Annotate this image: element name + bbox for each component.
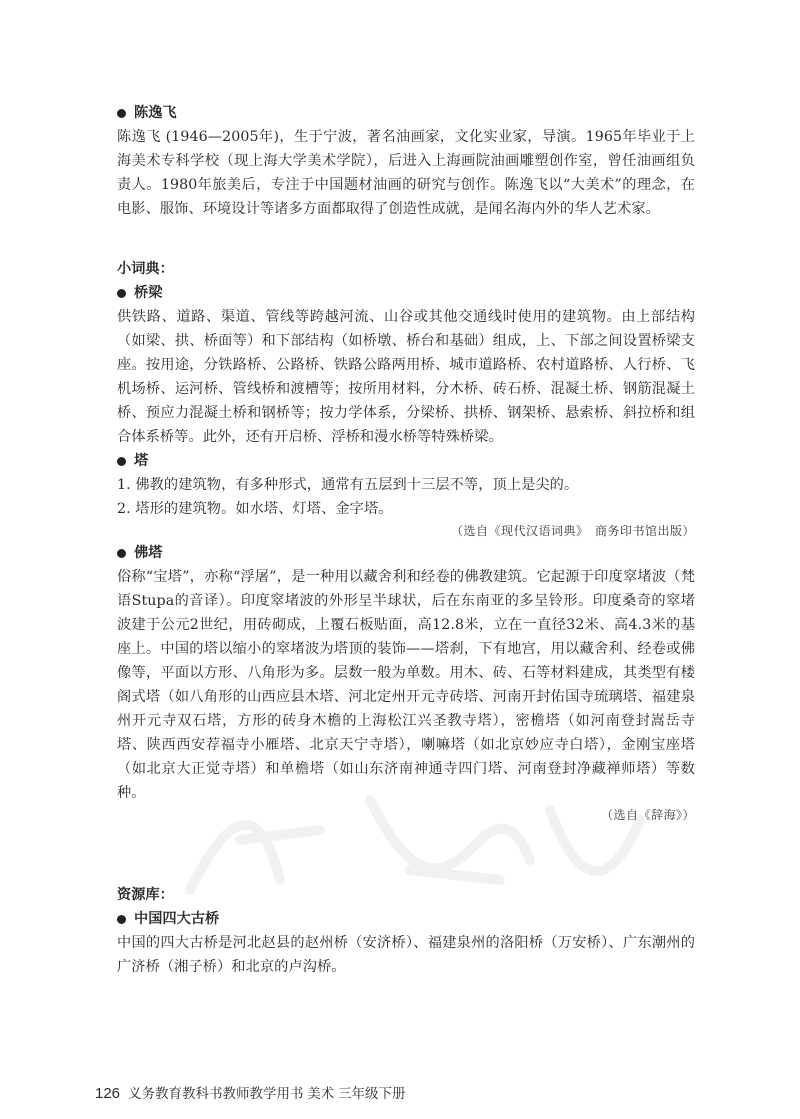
section-chen-yifei (117, 101, 695, 221)
page-footer (95, 1082, 406, 1102)
heading-pagoda (117, 541, 695, 565)
heading-bridge (117, 281, 695, 305)
heading-text: 塔 (134, 453, 149, 469)
heading-chen-yifei (117, 101, 695, 125)
pagoda-source-citation: （选自《辞海》） (600, 808, 695, 822)
dictionary-title: 小词典： (117, 261, 174, 277)
tower-definition-2: 2. 塔形的建筑物。如水塔、灯塔、金字塔。 (117, 501, 393, 517)
heading-text: 中国四大古桥 (134, 911, 220, 927)
bullet-icon (117, 457, 126, 466)
paragraph-pagoda: 俗称“宝塔”，亦称“浮屠”，是一种用以藏舍利和经卷的佛教建筑。它起源于印度窣堵波（梵语Stupa的音译）。印度窣堵波的外形呈半球状，后在东南亚的多呈铃形。印度桑奇的窣堵波建于公元2世纪，用砖砌成，上覆石板贴面，高12.8米，立在一直径32米、高4.3米的基座上。中国的塔以缩小的窣堵波为塔顶的装饰——塔刹，下有地宫，用以藏舍利、经卷或佛像等，平面以方形、八角形为多。层数一般为单数。用木、砖、石等材料建成，其类型有楼阁式塔（如八角形的山西应县木塔、河北定州开元寺砖塔、河南开封佑国寺琉璃塔、福建泉州开元寺双石塔，方形的砖身木檐的上海松江兴圣教寺塔），密檐塔（如河南登封嵩岳寺塔、陕西西安荐福寺小雁塔、北京天宁寺塔），喇嘛塔（如北京妙应寺白塔），金刚宝座塔（如北京大正觉寺塔）和单檐塔（如山东济南神通寺四门塔、河南登封净藏禅师塔）等数种。 (117, 569, 695, 801)
section-resources (117, 883, 695, 979)
heading-four-bridges (117, 907, 695, 931)
paragraph-chen-yifei: 陈逸飞 (1946—2005年)，生于宁波，著名油画家，文化实业家，导演。1965年毕业于上海美术专科学校（现上海大学美术学院），后进入上海画院油画雕塑创作室，曾任油画组负责人。1980年旅美后，专注于中国题材油画的研究与创作。陈逸飞以“大美术”的理念，在电影、服饰、环境设计等诸多方面都取得了创造性成就，是闻名海内外的华人艺术家。 (117, 129, 695, 217)
section-dictionary (117, 257, 695, 825)
tower-source-citation: （选自《现代汉语词典》 商务印书馆出版） (450, 524, 695, 538)
heading-tower (117, 449, 695, 473)
bullet-icon (117, 915, 126, 924)
paragraph-bridge: 供铁路、道路、渠道、管线等跨越河流、山谷或其他交通线时使用的建筑物。由上部结构（如梁、拱、桥面等）和下部结构（如桥墩、桥台和基础）组成，上、下部之间设置桥梁支座。按用途，分铁路桥、公路桥、铁路公路两用桥、城市道路桥、农村道路桥、人行桥、飞机场桥、运河桥、管线桥和渡槽等；按所用材料，分木桥、砖石桥、混凝土桥、钢筋混凝土桥、预应力混凝土桥和钢桥等；按力学体系，分梁桥、拱桥、钢架桥、悬索桥、斜拉桥和组合体系桥等。此外，还有开启桥、浮桥和漫水桥等特殊桥梁。 (117, 309, 695, 445)
page-number: 126 (95, 1085, 121, 1102)
heading-text: 陈逸飞 (134, 105, 177, 121)
heading-text: 佛塔 (134, 545, 163, 561)
bullet-icon (117, 549, 126, 558)
paragraph-four-bridges: 中国的四大古桥是河北赵县的赵州桥（安济桥）、福建泉州的洛阳桥（万安桥）、广东潮州的广济桥（湘子桥）和北京的卢沟桥。 (117, 935, 695, 975)
bullet-icon (117, 109, 126, 118)
tower-definition-1: 1. 佛教的建筑物，有多种形式，通常有五层到十三层不等，顶上是尖的。 (117, 477, 579, 493)
book-title: 义务教育教科书教师教学用书 美术 三年级下册 (128, 1086, 406, 1101)
bullet-icon (117, 289, 126, 298)
heading-text: 桥梁 (134, 285, 163, 301)
resources-title: 资源库： (117, 887, 174, 903)
